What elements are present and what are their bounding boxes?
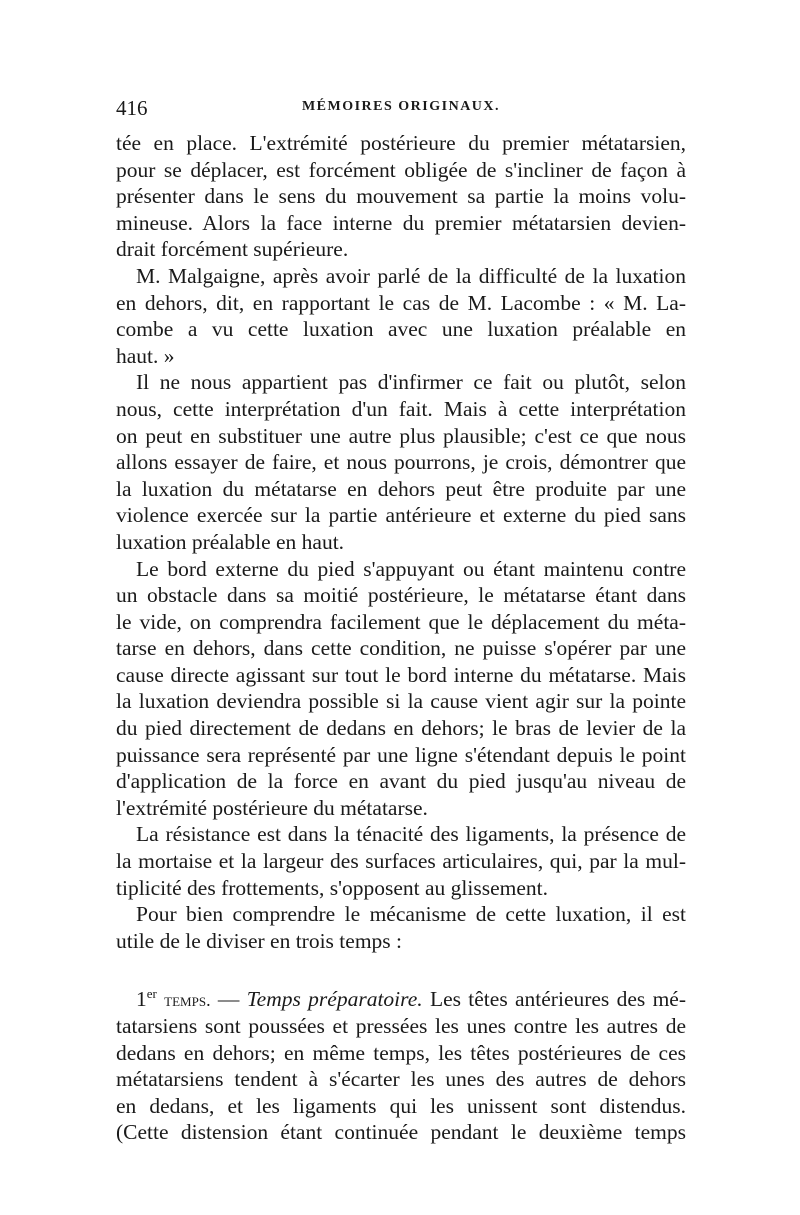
text-line: nous, cette interprétation d'un fait. Mais à cette interprétation: [116, 396, 686, 421]
text-line: utile de le diviser en trois temps :: [116, 928, 403, 953]
text-line: métatarsiens tendent à s'écarter les unes des autres de dehors: [116, 1067, 686, 1092]
text-line: on peut en substituer une autre plus plausible; c'est ce que nous: [116, 423, 686, 448]
text-line: mineuse. Alors la face interne du premier métatarsien devien-: [116, 210, 686, 235]
text-line: violence exercée sur la partie antérieure et externe du pied sans: [116, 503, 686, 528]
main-paragraphs: [116, 130, 686, 954]
text-line: luxation préalable en haut.: [116, 529, 345, 554]
text-line: la luxation du métatarse en dehors peut être produite par une: [116, 476, 686, 501]
text-line: Le bord externe du pied s'appuyant ou étant maintenu contre: [136, 556, 686, 581]
text-line: dedans en dehors; en même temps, les têtes postérieures de ces: [116, 1040, 686, 1065]
text-line: la luxation deviendra possible si la cause vient agir sur la pointe: [116, 689, 686, 714]
text-line: combe a vu cette luxation avec une luxation préalable en: [116, 317, 686, 342]
text-line: la mortaise et la largeur des surfaces articulaires, qui, par la mul-: [116, 849, 686, 874]
text-line: pour se déplacer, est forcément obligée de s'incliner de façon à: [116, 157, 686, 182]
text-line: en dedans, et les ligaments qui les unissent sont distendus.: [116, 1093, 686, 1118]
body-text: [116, 130, 686, 1146]
page-header: [116, 96, 686, 122]
text-line: en dehors, dit, en rapportant le cas de M. Lacombe : « M. La-: [116, 290, 686, 315]
text-line: Pour bien comprendre le mécanisme de cette luxation, il est: [136, 902, 686, 927]
section-paragraph: [116, 1013, 686, 1146]
text-line: un obstacle dans sa moitié postérieure, le métatarse étant dans: [116, 583, 686, 608]
section-label: temps.: [164, 990, 211, 1011]
text-line: l'extrémité postérieure du métatarse.: [116, 795, 428, 820]
text-line: haut. »: [116, 343, 175, 368]
text-line: M. Malgaigne, après avoir parlé de la difficulté de la luxation: [136, 263, 686, 288]
text-line: Il ne nous appartient pas d'infirmer ce fait ou plutôt, selon: [136, 370, 686, 395]
text-line: tarse en dehors, dans cette condition, ne puisse s'opérer par une: [116, 636, 686, 661]
text-line: du pied directement de dedans en dehors; le bras de levier de la: [116, 716, 686, 741]
text-line: drait forcément supérieure.: [116, 237, 349, 262]
running-title: MÉMOIRES ORIGINAUX.: [301, 99, 501, 114]
page-number: 416: [116, 96, 148, 120]
section-heading-line: [116, 986, 686, 1013]
text-line: tée en place. L'extrémité postérieure du premier métatarsien,: [116, 131, 686, 155]
text-line: présenter dans le sens du mouvement sa partie la moins volu-: [116, 184, 686, 209]
section-title: Temps préparatoire.: [246, 987, 423, 1012]
section-dash: —: [210, 987, 247, 1012]
section-ordinal-sup: er: [146, 986, 157, 1002]
text-line: allons essayer de faire, et nous pourrons, je crois, démontrer que: [116, 450, 686, 475]
section-first-line-text: Les têtes antérieures des mé-: [422, 987, 686, 1012]
text-line: cause directe agissant sur tout le bord interne du métatarse. Mais: [116, 662, 686, 687]
text-line: d'application de la force en avant du pied jusqu'au niveau de: [116, 769, 686, 794]
text-line: le vide, on comprendra facilement que le déplacement du méta-: [116, 609, 686, 634]
section-ordinal: 1: [136, 987, 147, 1012]
text-line: La résistance est dans la ténacité des ligaments, la présence de: [136, 822, 686, 847]
text-line: (Cette distension étant continuée pendant le deuxième temps: [116, 1120, 686, 1145]
section-gap: [116, 954, 686, 986]
text-line: tiplicité des frottements, s'opposent au glissement.: [116, 875, 549, 900]
text-line: tatarsiens sont poussées et pressées les unes contre les autres de: [116, 1014, 686, 1038]
text-line: puissance sera représenté par une ligne s'étendant depuis le point: [116, 742, 686, 767]
